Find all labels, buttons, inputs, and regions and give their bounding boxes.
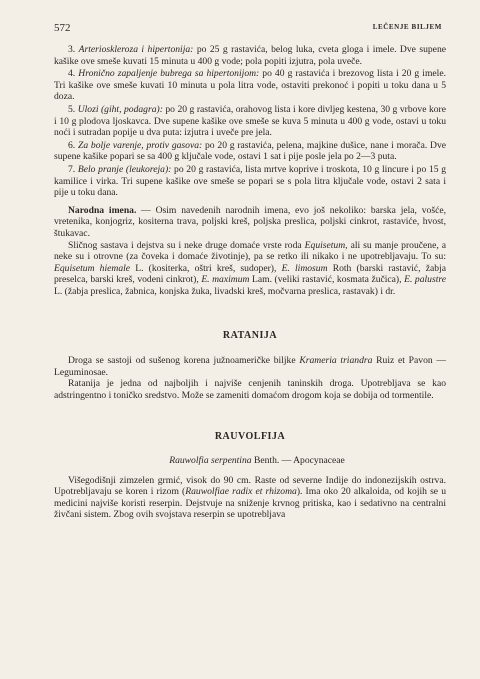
text-run: Lam. (veliki rastavić, kosmata žučica), bbox=[249, 274, 405, 286]
item-number: 6. bbox=[68, 139, 76, 151]
text-run: Višegodišnji zimzelen grmić, visok do 90 cm. Raste od severne Indije do indonezijskih ostrva. Upotrebljavaju se koren i rizom ( bbox=[54, 474, 446, 498]
latin-name: E. palustre bbox=[404, 274, 446, 286]
item-text: po 20 g rastavića, pelena, majkine dušice, nane i morača. Dve supene kašike popari se sa 400 g ključale vode, ostavi 1 sat i pije posle jela po 2—3 puta. bbox=[54, 139, 446, 163]
item-number: 5. bbox=[68, 103, 76, 115]
item-number: 4. bbox=[68, 68, 76, 80]
remedy-item bbox=[54, 44, 446, 67]
item-text: po 25 g rastavića, belog luka, cveta gloga i imele. Dve supene kašike ove smeše kuvati 15 minuta u 400 g vode; pola popiti izjutra, pola uveče. bbox=[54, 44, 446, 67]
latin-name: Equisetum hiemale bbox=[54, 262, 131, 274]
remedy-item bbox=[54, 164, 446, 199]
item-title: Hronično zapaljenje bubrega sa hipertonijom: bbox=[78, 68, 260, 80]
text-run: Sličnog sastava i dejstva su i neke druge domaće vrste roda bbox=[68, 239, 305, 251]
item-title: Za bolje varenje, protiv gasova: bbox=[78, 139, 203, 151]
page-header bbox=[54, 22, 442, 36]
item-text: po 20 g rastavića, orahovog lista i kore divljeg kestena, 30 g vrbove kore i 10 g plodova ljoskavca. Dve supene kašike ove smeše se kuva 5 minuta u 400 g vode, ostavi u toku noći i sutradan popije u dva puta: izjutra i uveče pre jela. bbox=[54, 103, 446, 139]
latin-name: Equisetum, bbox=[304, 239, 348, 251]
page-number: 572 bbox=[54, 22, 71, 34]
item-title: Belo pranje (leukoreja): bbox=[77, 163, 172, 175]
page-body bbox=[54, 44, 446, 521]
text-run: Roth (barski rastavić, žabja preselca, barski kreš, vodeni cinkrot), bbox=[54, 262, 446, 286]
remedy-item bbox=[54, 68, 446, 103]
folk-names-text: — Osim navedenih narodnih imena, evo još nekoliko: barska jela, vošće, vretenika, konjogriz, kositerna trava, poljski kreš, poljska preslica, poljski cinkrot, rastaviće, hvost, štukavac. bbox=[54, 204, 447, 239]
remedy-item bbox=[54, 104, 446, 139]
section-title-rauvolfija: RAUVOLFIJA bbox=[214, 431, 286, 443]
similar-species-paragraph bbox=[54, 240, 446, 298]
item-text: po 20 g rastavića, lista mrtve koprive i troskota, 10 g lincure i po 15 g kamilice i virka. Tri supene kašike ove smeše se popari se s pola litra ključale vode, ostavi 2 sata i pije u toku dana. bbox=[54, 163, 446, 199]
text-run: ). Ima oko 20 alkaloida, od kojih se u medicini najviše koristi reserpin. Dejstvuje na sniženje krvnog pritiska, kao i sedativno na centralni živčani sistem. Zbog ovih svojstava reserpin se upotrebljava bbox=[54, 486, 446, 521]
text-run: L. (žabja preslica, žabnica, konjska žuka, livadski kreš, močvarna preslica, rastavak) i dr. bbox=[54, 285, 396, 297]
latin-name: Rauwolfiae radix et rhizoma bbox=[185, 486, 297, 498]
item-title: Ulozi (giht, podagra): bbox=[77, 103, 163, 115]
latin-name: Rauwolfia serpentina bbox=[169, 455, 252, 467]
item-number: 3. bbox=[68, 44, 76, 55]
text-run: L. (kositerka, oštri kreš, sudoper), bbox=[130, 262, 282, 274]
latin-name: E. maximum bbox=[201, 274, 250, 286]
item-title: Arterioskleroza i hipertonija: bbox=[78, 44, 194, 55]
latin-name: E. limosum bbox=[281, 262, 328, 274]
text-run: Ruiz et Pavon — Leguminosae. bbox=[54, 355, 446, 378]
species-subtitle bbox=[54, 455, 446, 467]
author-family: Benth. — Apocynaceae bbox=[251, 455, 345, 467]
folk-names-label: Narodna imena. bbox=[68, 204, 137, 216]
section-title-ratanija: RATANIJA bbox=[222, 330, 278, 342]
ratanija-paragraph-1 bbox=[54, 355, 446, 378]
text-run: Droga se sastoji od sušenog korena južnoameričke biljke bbox=[68, 355, 300, 367]
folk-names-paragraph bbox=[54, 205, 446, 240]
remedy-item bbox=[54, 140, 446, 163]
running-head: LEČENJE BILJEM bbox=[372, 23, 442, 31]
ratanija-paragraph-2: Ratanija je jedna od najboljih i najviše cenjenih taninskih droga. Upotrebljava se kao adstringentno i toničko sredstvo. Može se zameniti domaćom drogom koja se dobija od tormentile. bbox=[54, 378, 446, 401]
item-number: 7. bbox=[68, 163, 76, 175]
rauvolfija-paragraph bbox=[54, 475, 446, 521]
latin-name: Krameria triandra bbox=[299, 355, 373, 367]
item-text: po 40 g rastavića i brezovog lista i 20 g imele. Tri kašike ove smeše kuvati 10 minuta u pola litra vode, ostaviti prekonoć i popiti u toku dana u 5 doza. bbox=[54, 68, 446, 103]
text-run: ali su manje proučene, a neke su i otrovne (za čoveka i domaće životinje), pa se retko ili nikako i ne upotrebljavaju. To su: bbox=[54, 239, 446, 263]
